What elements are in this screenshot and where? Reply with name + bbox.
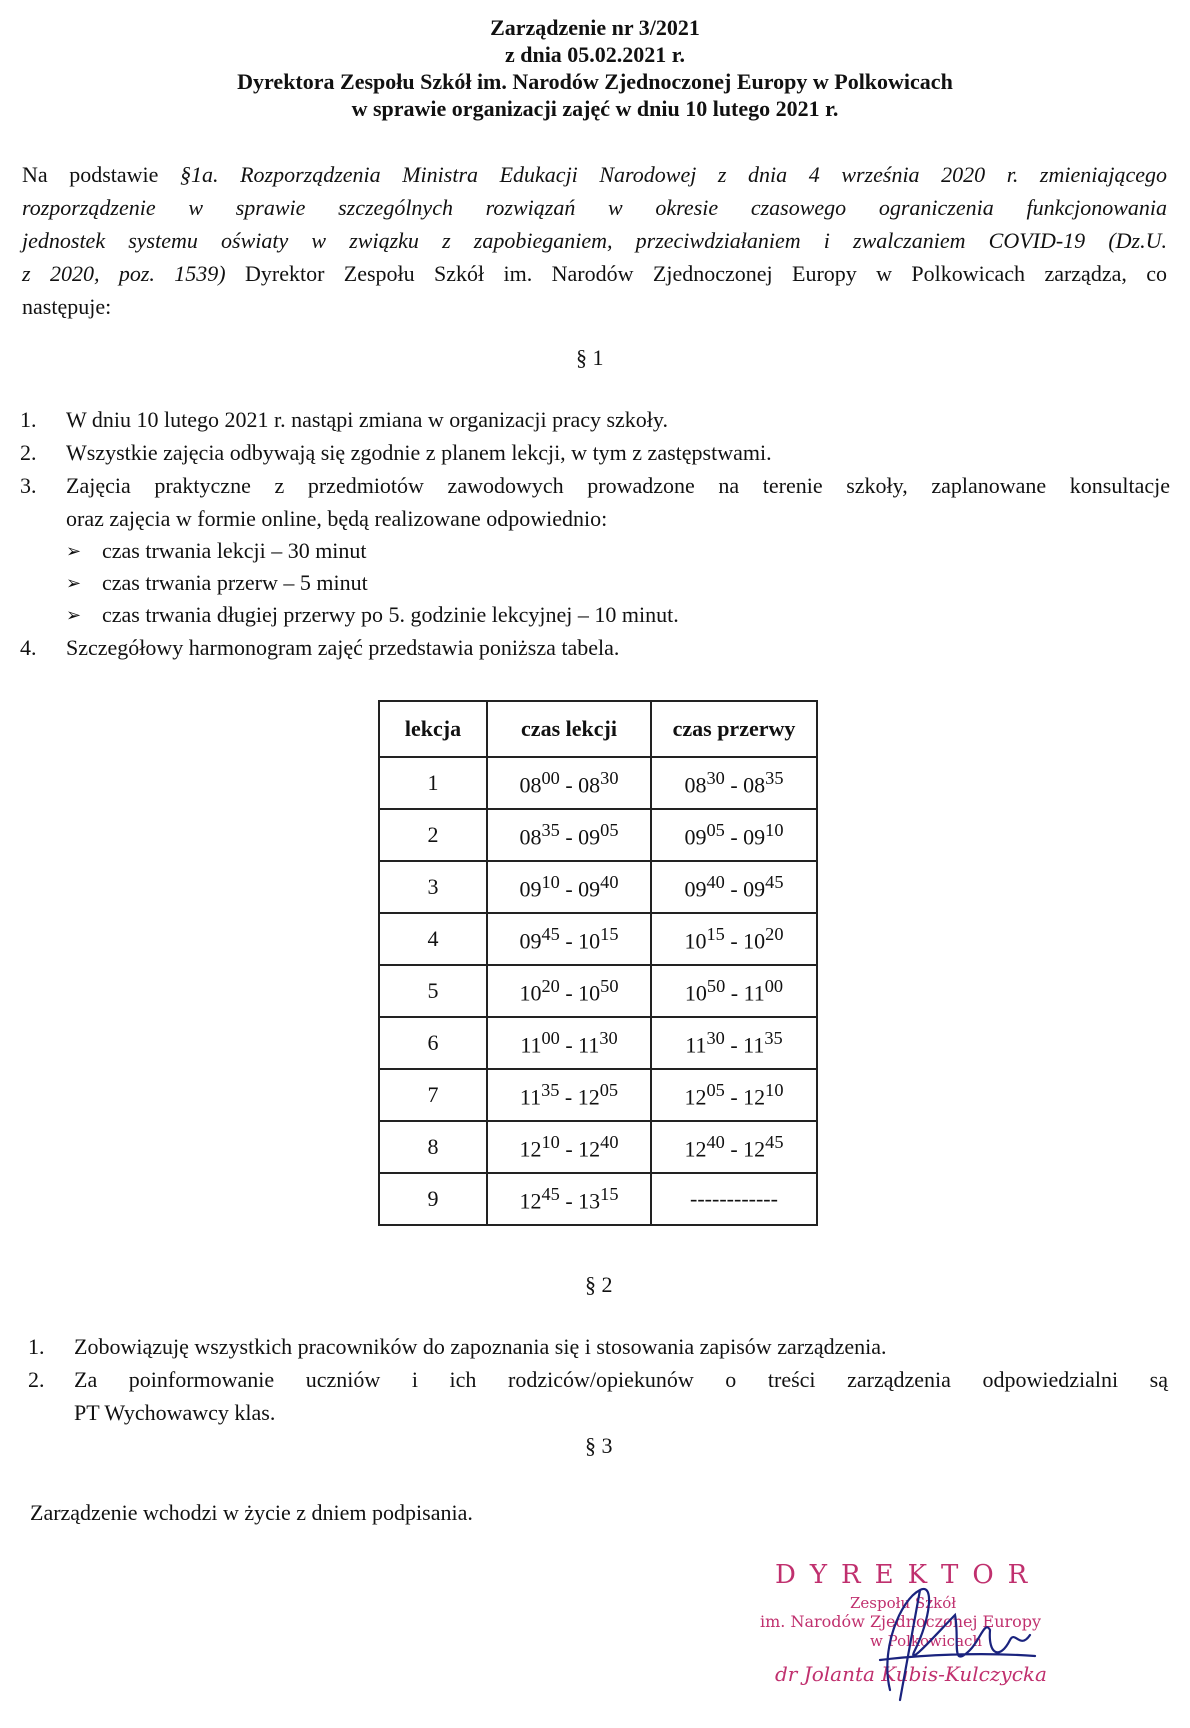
break-time: $12^{05} - 12^{10}$ (651, 1069, 817, 1121)
stamp-line: im. Narodów Zjednoczonej Europy (760, 1612, 1042, 1631)
bullet-item: ➢ czas trwania długiej przerwy po 5. godzinie lekcyjnej – 10 minut. (20, 599, 1170, 631)
stamp-line: Zespołu Szkół (850, 1594, 957, 1612)
lesson-number: 9 (379, 1173, 487, 1225)
lesson-time: $08^{00} - 08^{30}$ (487, 757, 651, 809)
header-issuer: Dyrektora Zespołu Szkół im. Narodów Zjednoczonej Europy w Polkowicach (237, 69, 953, 94)
stamp-title: DYREKTOR (775, 1560, 1042, 1590)
break-time: $12^{40} - 12^{45}$ (651, 1121, 817, 1173)
document-header (0, 14, 1190, 122)
break-time: $10^{15} - 10^{20}$ (651, 913, 817, 965)
break-time: $08^{30} - 08^{35}$ (651, 757, 817, 809)
lesson-number: 8 (379, 1121, 487, 1173)
list-item: 3. Zajęcia praktyczne z przedmiotów zawodowych prowadzone na terenie szkoły, zaplanowane konsultacje oraz zajęcia w formie online, będą realizowane odpowiednio: (20, 473, 1170, 531)
closing-statement: Zarządzenie wchodzi w życie z dniem podpisania. (30, 1500, 473, 1525)
schedule-table (378, 700, 818, 1226)
list-item: 2. Wszystkie zajęcia odbywają się zgodnie z planem lekcji, w tym z zastępstwami. (20, 440, 772, 465)
break-time-none: ------------ (651, 1173, 817, 1225)
list-item: 2. Za poinformowanie uczniów i ich rodziców/opiekunów o treści zarządzenia odpowiedzialni są PT Wychowawcy klas. (28, 1367, 1168, 1425)
table-row (379, 757, 817, 809)
table-row (379, 1121, 817, 1173)
lesson-time: $12^{10} - 12^{40}$ (487, 1121, 651, 1173)
table-row (379, 1173, 817, 1225)
arrow-bullet-icon: ➢ (66, 573, 82, 593)
section-2-heading: § 2 (585, 1272, 613, 1297)
list-item: 1. W dniu 10 lutego 2021 r. nastąpi zmiana w organizacji pracy szkoły. (20, 407, 668, 432)
bullet-item: ➢ czas trwania przerw – 5 minut (20, 567, 1170, 599)
intro-line: z 2020, poz. 1539) Dyrektor Zespołu Szkół im. Narodów Zjednoczonej Europy w Polkowicach zarządza, co (22, 261, 1167, 286)
break-time: $10^{50} - 11^{00}$ (651, 965, 817, 1017)
header-subject: w sprawie organizacji zajęć w dniu 10 lutego 2021 r. (351, 96, 839, 121)
section-3-heading: § 3 (585, 1433, 613, 1458)
arrow-bullet-icon: ➢ (66, 541, 82, 561)
table-header-row (379, 701, 817, 757)
intro-line: następuje: (22, 294, 112, 319)
arrow-bullet-icon: ➢ (66, 605, 82, 625)
lesson-number: 5 (379, 965, 487, 1017)
lesson-number: 6 (379, 1017, 487, 1069)
lesson-time: $10^{20} - 10^{50}$ (487, 965, 651, 1017)
section-2-list (28, 1330, 1168, 1429)
lesson-number: 4 (379, 913, 487, 965)
intro-line: jednostek systemu oświaty w związku z zapobieganiem, przeciwdziałaniem i zwalczaniem COVID-19 (Dz.U. (22, 228, 1167, 253)
break-time: $09^{40} - 09^{45}$ (651, 861, 817, 913)
lesson-time: $09^{45} - 10^{15}$ (487, 913, 651, 965)
header-date: z dnia 05.02.2021 r. (504, 42, 686, 67)
column-header: czas przerwy (651, 701, 817, 757)
table-row (379, 1017, 817, 1069)
intro-line: rozporządzenie w sprawie szczególnych rozwiązań w okresie czasowego ograniczenia funkcjonowania (22, 195, 1167, 220)
list-item: 1. Zobowiązuję wszystkich pracowników do zapoznania się i stosowania zapisów zarządzenia. (28, 1334, 887, 1359)
lesson-time: $08^{35} - 09^{05}$ (487, 809, 651, 861)
lesson-number: 2 (379, 809, 487, 861)
column-header: czas lekcji (487, 701, 651, 757)
table-row (379, 1069, 817, 1121)
lesson-time: $11^{35} - 12^{05}$ (487, 1069, 651, 1121)
section-1-list (20, 403, 1170, 664)
lesson-time: $11^{00} - 11^{30}$ (487, 1017, 651, 1069)
lesson-time: $12^{45} - 13^{15}$ (487, 1173, 651, 1225)
table-row (379, 965, 817, 1017)
lesson-number: 1 (379, 757, 487, 809)
intro-line: Na podstawie §1a. Rozporządzenia Ministra Edukacji Narodowej z dnia 4 września 2020 r. zmieniającego (22, 162, 1167, 187)
list-item: 4. Szczegółowy harmonogram zajęć przedstawia poniższa tabela. (20, 635, 620, 660)
lesson-time: $09^{10} - 09^{40}$ (487, 861, 651, 913)
table-row (379, 809, 817, 861)
lesson-number: 7 (379, 1069, 487, 1121)
table-row (379, 913, 817, 965)
intro-paragraph (22, 158, 1167, 323)
break-time: $11^{30} - 11^{35}$ (651, 1017, 817, 1069)
table-row (379, 861, 817, 913)
stamp-signatory: dr Jolanta Kubis-Kulczycka (775, 1662, 1047, 1686)
lesson-number: 3 (379, 861, 487, 913)
section-1-heading: § 1 (576, 345, 604, 370)
handwritten-signature-icon (860, 1560, 1060, 1710)
header-title: Zarządzenie nr 3/2021 (490, 15, 700, 40)
stamp-line: w Polkowicach (870, 1632, 983, 1650)
break-time: $09^{05} - 09^{10}$ (651, 809, 817, 861)
column-header: lekcja (379, 701, 487, 757)
bullet-item: ➢ czas trwania lekcji – 30 minut (20, 535, 1170, 567)
